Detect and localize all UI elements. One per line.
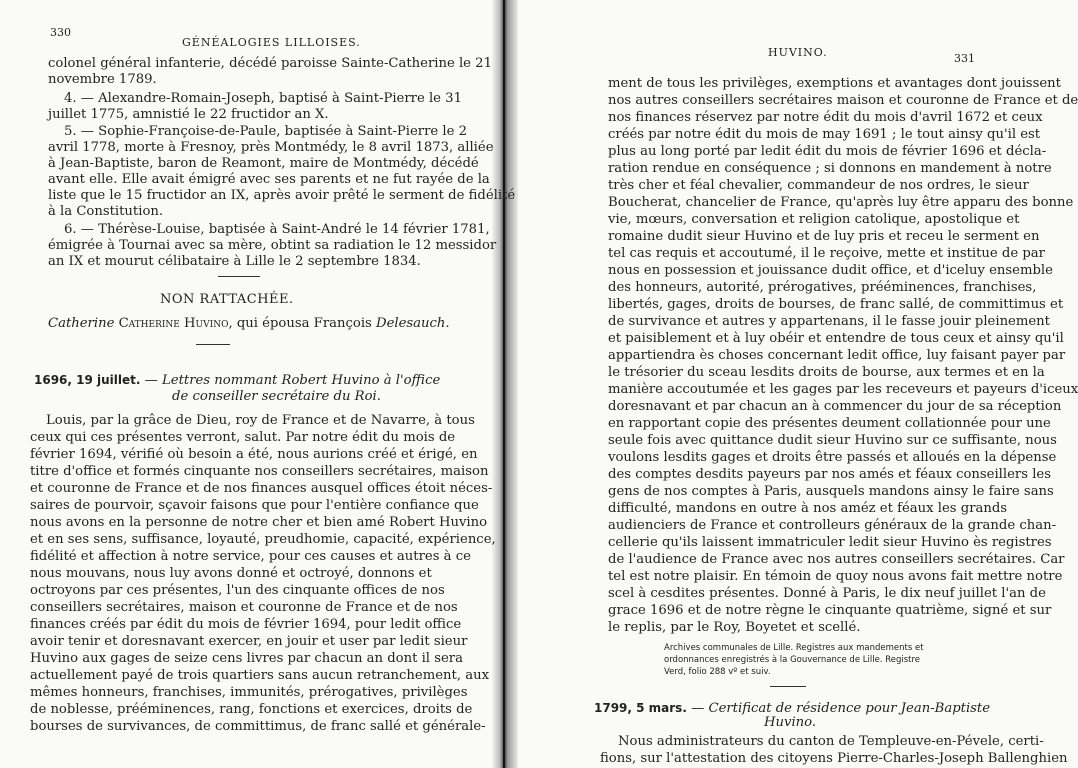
entry-rule bbox=[196, 344, 230, 345]
text-line: romaine dudit sieur Huvino et de luy pris et receu le serment en bbox=[608, 229, 1040, 244]
text-line: mêmes honneurs, franchises, immunités, prérogatives, privilèges bbox=[30, 685, 468, 700]
text-line: Nous administrateurs du canton de Templeuve-en-Pévele, certi- bbox=[618, 734, 1044, 749]
text-line: Louis, par la grâce de Dieu, roy de France et de Navarre, à tous bbox=[46, 413, 475, 428]
text-line: voulons lesdits gages et droits être passés et alloués en la dépense bbox=[608, 450, 1057, 465]
text-line: le trésorier du sceau lesdits droits de bourse, aux termes et en la bbox=[608, 365, 1045, 380]
entry-date: 1799, 5 mars. bbox=[594, 701, 687, 715]
catherine-end: . bbox=[445, 316, 450, 331]
text-line: manière accoutumée et les gages par les receveurs et payeurs d'iceux bbox=[608, 382, 1078, 397]
text-line: cellerie qu'ils laissent immatriculer ledit sieur Huvino ès registres bbox=[608, 535, 1052, 550]
text-line: vie, mœurs, conversation et religion catolique, apostolique et bbox=[608, 212, 1020, 227]
section-title: NON RATTACHÉE. bbox=[160, 292, 294, 307]
text-line: et couronne de France et de nos finances ausquel offices étoit néces- bbox=[30, 481, 493, 496]
text-line: saires de pourvoir, sçavoir faisons que pour l'entière confiance que bbox=[30, 498, 479, 513]
text-line: novembre 1789. bbox=[48, 72, 157, 87]
text-line: 6. — Thérèse-Louise, baptisée à Saint-André le 14 février 1781, bbox=[64, 222, 490, 237]
text-line: à la Constitution. bbox=[48, 204, 164, 219]
text-line: fidélité et affection à notre service, pour ces causes et autres à ce bbox=[30, 549, 471, 564]
text-line: de noblesse, prééminences, rang, fonctions et exercices, droits de bbox=[30, 702, 473, 717]
text-line: gens de nos comptes à Paris, ausquels mandons ainsy le faire sans bbox=[608, 484, 1054, 499]
right-running-head: HUVINO. bbox=[768, 46, 828, 59]
text-line: ceux qui ces présentes verront, salut. Par notre édit du mois de bbox=[30, 430, 456, 445]
catherine-surname: Catherine Huvino bbox=[118, 316, 229, 331]
text-line: plus au long porté par ledit édit du mois de février 1696 et décla- bbox=[608, 144, 1047, 159]
right-page-number: 331 bbox=[954, 52, 975, 65]
page-gutter bbox=[492, 0, 518, 768]
text-line: nous en possession et jouissance dudit office, et d'iceluy ensemble bbox=[608, 263, 1053, 278]
text-line: audienciers de France et controlleurs généraux de la grande chan- bbox=[608, 518, 1057, 533]
text-line: des honneurs, autorité, prérogatives, prééminences, franchises, bbox=[608, 280, 1037, 295]
text-line: des comptes desdits payeurs par nos amés et féaux conseillers les bbox=[608, 467, 1051, 482]
text-line: actuellement payé de trois quartiers sans aucun retranchement, aux bbox=[30, 668, 490, 683]
text-line: 5. — Sophie-Françoise-de-Paule, baptisée à Saint-Pierre le 2 bbox=[64, 124, 468, 139]
text-line: Huvino aux gages de seize cens livres par chacun an dont il sera bbox=[30, 651, 463, 666]
binding-shadow bbox=[503, 0, 505, 768]
text-line: ration rendue en conséquence ; si donnons en mandement à notre bbox=[608, 161, 1052, 176]
entry-title: — Lettres nommant Robert Huvino à l'office bbox=[144, 373, 441, 388]
right-page bbox=[520, 0, 1078, 768]
text-line: nous avons en la personne de notre cher et bien amé Robert Huvino bbox=[30, 515, 488, 530]
text-line: avril 1778, morte à Fresnoy, près Montmédy, le 8 avril 1873, alliée bbox=[48, 140, 494, 155]
text-line: à Jean-Baptiste, baron de Reamont, maire de Montmédy, décédé bbox=[48, 156, 479, 171]
note-line: Archives communales de Lille. Registres aux mandements et bbox=[664, 643, 924, 653]
entry-heading bbox=[34, 372, 440, 389]
text-line: libertés, gages, droits de bourses, de franc sallé, de committimus et bbox=[608, 297, 1064, 312]
text-line: février 1694, vérifié où besoin a été, nous aurions créé et érigé, en bbox=[30, 447, 478, 462]
entry-rule bbox=[770, 686, 806, 687]
text-line: 4. — Alexandre-Romain-Joseph, baptisé à Saint-Pierre le 31 bbox=[64, 91, 462, 106]
catherine-rest: , qui épousa François bbox=[228, 316, 376, 331]
text-line: titre d'office et formés cinquante nos conseillers secrétaires, maison bbox=[30, 464, 489, 479]
text-line: liste que le 15 fructidor an IX, après avoir prêté le serment de fidélité bbox=[48, 188, 516, 203]
text-line: de l'audience de France avec nos autres conseillers secrétaires. Car bbox=[608, 552, 1065, 567]
text-line: et paisiblement et à luy obéir et entendre de tous ceux et ainsy qu'il bbox=[608, 331, 1064, 346]
text-line: bourses de survivances, de committimus, de franc sallé et générale- bbox=[30, 719, 486, 734]
left-page bbox=[0, 0, 516, 768]
text-line: ment de tous les privilèges, exemptions et avantages dont jouissent bbox=[608, 76, 1061, 91]
text-line: le replis, par le Roy, Boyetet et scellé. bbox=[608, 620, 861, 635]
text-line: colonel général infanterie, décédé paroisse Sainte-Catherine le 21 bbox=[48, 56, 492, 71]
text-line: nos autres conseillers secrétaires maison et couronne de France et de bbox=[608, 93, 1078, 108]
text-line: très cher et féal chevalier, commandeur de nos ordres, le sieur bbox=[608, 178, 1029, 193]
text-line: grace 1696 et de notre règne le cinquante quatrième, signé et sur bbox=[608, 603, 1052, 618]
text-line: difficulté, mandons en outre à nos améz et féaux les grands bbox=[608, 501, 1008, 516]
text-line: nos finances réservez par notre édit du mois d'avril 1672 et ceux bbox=[608, 110, 1043, 125]
text-line: émigrée à Tournai avec sa mère, obtint sa radiation le 12 messidor bbox=[48, 238, 497, 253]
text-line: scel à cesdites présentes. Donné à Paris, le dix neuf juillet l'an de bbox=[608, 586, 1046, 601]
note-line: ordonnances enregistrés à la Gouvernance de Lille. Registre bbox=[664, 655, 921, 665]
catherine-line bbox=[48, 316, 450, 332]
text-line: appartiendra ès choses concernant ledit office, luy faisant payer par bbox=[608, 348, 1066, 363]
text-line: tel cas requis et accoutumé, il le reçoive, mette et institue de par bbox=[608, 246, 1045, 261]
section-rule bbox=[218, 276, 260, 277]
text-line: de survivance et autres y appartenans, il le fasse jouir pleinement bbox=[608, 314, 1050, 329]
text-line: en rapportant copie des présentes deument collationnée pour une bbox=[608, 416, 1051, 431]
entry-title-2: de conseiller secrétaire du Roi. bbox=[172, 389, 381, 404]
text-line: avant elle. Elle avait émigré avec ses parents et ne fut rayée de la bbox=[48, 172, 490, 187]
text-line: seule fois avec quittance dudit sieur Huvino sur ce suffisante, nous bbox=[608, 433, 1057, 448]
entry-date: 1696, 19 juillet. bbox=[34, 373, 141, 387]
text-line: Boucherat, chancelier de France, qu'après luy être apparu des bonne bbox=[608, 195, 1074, 210]
text-line: finances créés par édit du mois de février 1694, pour ledit office bbox=[30, 617, 462, 632]
catherine-spouse: Delesauch bbox=[376, 316, 446, 331]
note-line: Verd, folio 288 vº et suiv. bbox=[664, 667, 771, 677]
text-line: conseillers secrétaires, maison et couronne de France et de nos bbox=[30, 600, 458, 615]
text-line: nous mouvans, nous luy avons donné et octroyé, donnons et bbox=[30, 566, 432, 581]
left-running-head: GÉNÉALOGIES LILLOISES. bbox=[182, 36, 361, 49]
text-line: an IX et mourut célibataire à Lille le 2 septembre 1834. bbox=[48, 254, 421, 269]
text-line: doresnavant et par chacun an à commencer du jour de sa réception bbox=[608, 399, 1062, 414]
text-line: tel est notre plaisir. En témoin de quoy nous avons fait mettre notre bbox=[608, 569, 1063, 584]
entry-title: — Certificat de résidence pour Jean-Baptiste bbox=[691, 701, 991, 716]
text-line: créés par notre édit du mois de may 1691 ; le tout ainsy qu'il est bbox=[608, 127, 1041, 142]
text-line: juillet 1775, amnistié le 22 fructidor an X. bbox=[48, 107, 329, 122]
text-line: octroyons par ces présentes, l'un des cinquante offices de nos bbox=[30, 583, 445, 598]
text-line: avoir tenir et doresnavant exercer, en jouir et user par ledit sieur bbox=[30, 634, 468, 649]
left-page-number: 330 bbox=[50, 26, 71, 39]
catherine-first: Catherine bbox=[48, 316, 119, 331]
text-line: et en ses sens, suffisance, loyauté, preudhomie, capacité, expérience, bbox=[30, 532, 496, 547]
text-line: fions, sur l'attestation des citoyens Pierre-Charles-Joseph Ballenghien bbox=[600, 751, 1068, 766]
entry-title-2: Huvino. bbox=[764, 715, 817, 730]
